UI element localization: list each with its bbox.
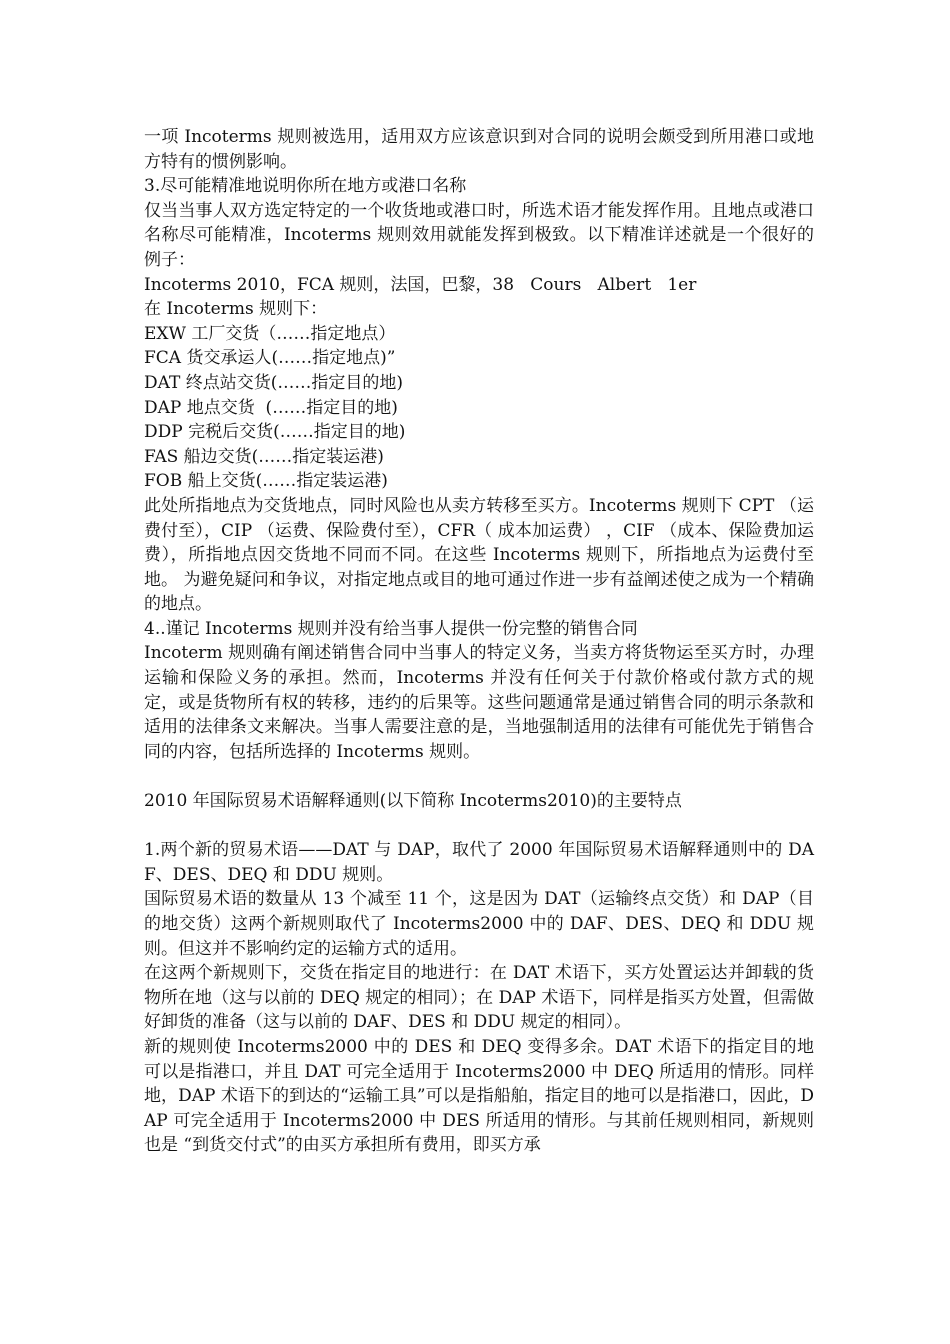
paragraph: 仅当当事人双方选定特定的一个收货地或港口时，所选术语才能发挥作用。且地点或港口名称尽可能精准，Incoterms 规则效用就能发挥到极致。以下精准详述就是一个很好的例子： bbox=[144, 200, 814, 270]
example-line: Incoterms 2010，FCA 规则，法国，巴黎，38 Cours Albert 1er bbox=[144, 274, 697, 295]
blank-line bbox=[144, 814, 814, 839]
section-heading: 3.尽可能精准地说明你所在地方或港口名称 bbox=[144, 176, 467, 197]
section-heading: 1.两个新的贸易术语——DAT 与 DAP，取代了 2000 年国际贸易术语解释通则中的 DAF、DES、DEQ 和 DDU 规则。 bbox=[144, 840, 814, 885]
paragraph: 一项 Incoterms 规则被选用，适用双方应该意识到对合同的说明会颇受到所用港口或地方特有的惯例影响。 bbox=[144, 127, 814, 172]
term-list-item: FCA 货交承运人(……指定地点)” bbox=[144, 348, 396, 369]
term-list-item: DDP 完税后交货(……指定目的地) bbox=[144, 422, 406, 443]
section-heading: 4..谨记 Incoterms 规则并没有给当事人提供一份完整的销售合同 bbox=[144, 618, 638, 639]
paragraph: 在这两个新规则下，交货在指定目的地进行：在 DAT 术语下，买方处置运达并卸载的货物所在地（这与以前的 DEQ 规定的相同）；在 DAP 术语下，同样是指买方处置，但需做好卸货的准备（这与以前的 DAF、DES 和 DDU 规定的相同）。 bbox=[144, 963, 814, 1033]
term-list-item: DAT 终点站交货(……指定目的地) bbox=[144, 372, 403, 393]
section-title: 2010 年国际贸易术语解释通则(以下简称 Incoterms2010)的主要特点 bbox=[144, 791, 682, 812]
document-body bbox=[144, 125, 814, 1158]
paragraph: 此处所指地点为交货地点，同时风险也从卖方转移至买方。Incoterms 规则下 CPT （运费付至），CIP （运费、保险费付至），CFR（ 成本加运费） ，CIF （成本、保险费加运费），所指地点因交货地不同而不同。在这些 Incoterms 规则下，所指地点为运费付至地。 为避免疑问和争议，对指定地点或目的地可通过作进一步有益阐述使之成为一个精确的地点。 bbox=[144, 495, 814, 615]
term-list-item: EXW 工厂交货（……指定地点） bbox=[144, 323, 396, 344]
term-list-item: FOB 船上交货(……指定装运港) bbox=[144, 471, 388, 492]
paragraph: Incoterm 规则确有阐述销售合同中当事人的特定义务，当卖方将货物运至买方时，办理运输和保险义务的承担。然而，Incoterms 并没有任何关于付款价格或付款方式的规定，或是货物所有权的转移，违约的后果等。这些问题通常是通过销售合同的明示条款和适用的法律条文来解决。当事人需要注意的是，当地强制适用的法律有可能优先于销售合同的内容，包括所选择的 Incoterms 规则。 bbox=[144, 643, 814, 762]
term-list-item: DAP 地点交货 (……指定目的地) bbox=[144, 397, 398, 418]
paragraph: 国际贸易术语的数量从 13 个减至 11 个，这是因为 DAT（运输终点交货）和 DAP（目的地交货）这两个新规则取代了 Incoterms2000 中的 DAF、DES、DEQ 和 DDU 规则。但这并不影响约定的运输方式的适用。 bbox=[144, 889, 814, 959]
blank-line bbox=[144, 764, 814, 789]
term-list-item: FAS 船边交货(……指定装运港) bbox=[144, 446, 384, 467]
paragraph: 新的规则使 Incoterms2000 中的 DES 和 DEQ 变得多余。DAT 术语下的指定目的地可以是指港口，并且 DAT 可完全适用于 Incoterms2000 中 DEQ 所适用的情形。同样地，DAP 术语下的到达的“运输工具”可以是指船舶，指定目的地可以是指港口，因此，DAP 可完全适用于 Incoterms2000 中 DES 所适用的情形。与其前任规则相同，新规则也是 “到货交付式”的由买方承担所有费用，即买方承 bbox=[144, 1036, 814, 1156]
paragraph: 在 Incoterms 规则下： bbox=[144, 299, 328, 320]
